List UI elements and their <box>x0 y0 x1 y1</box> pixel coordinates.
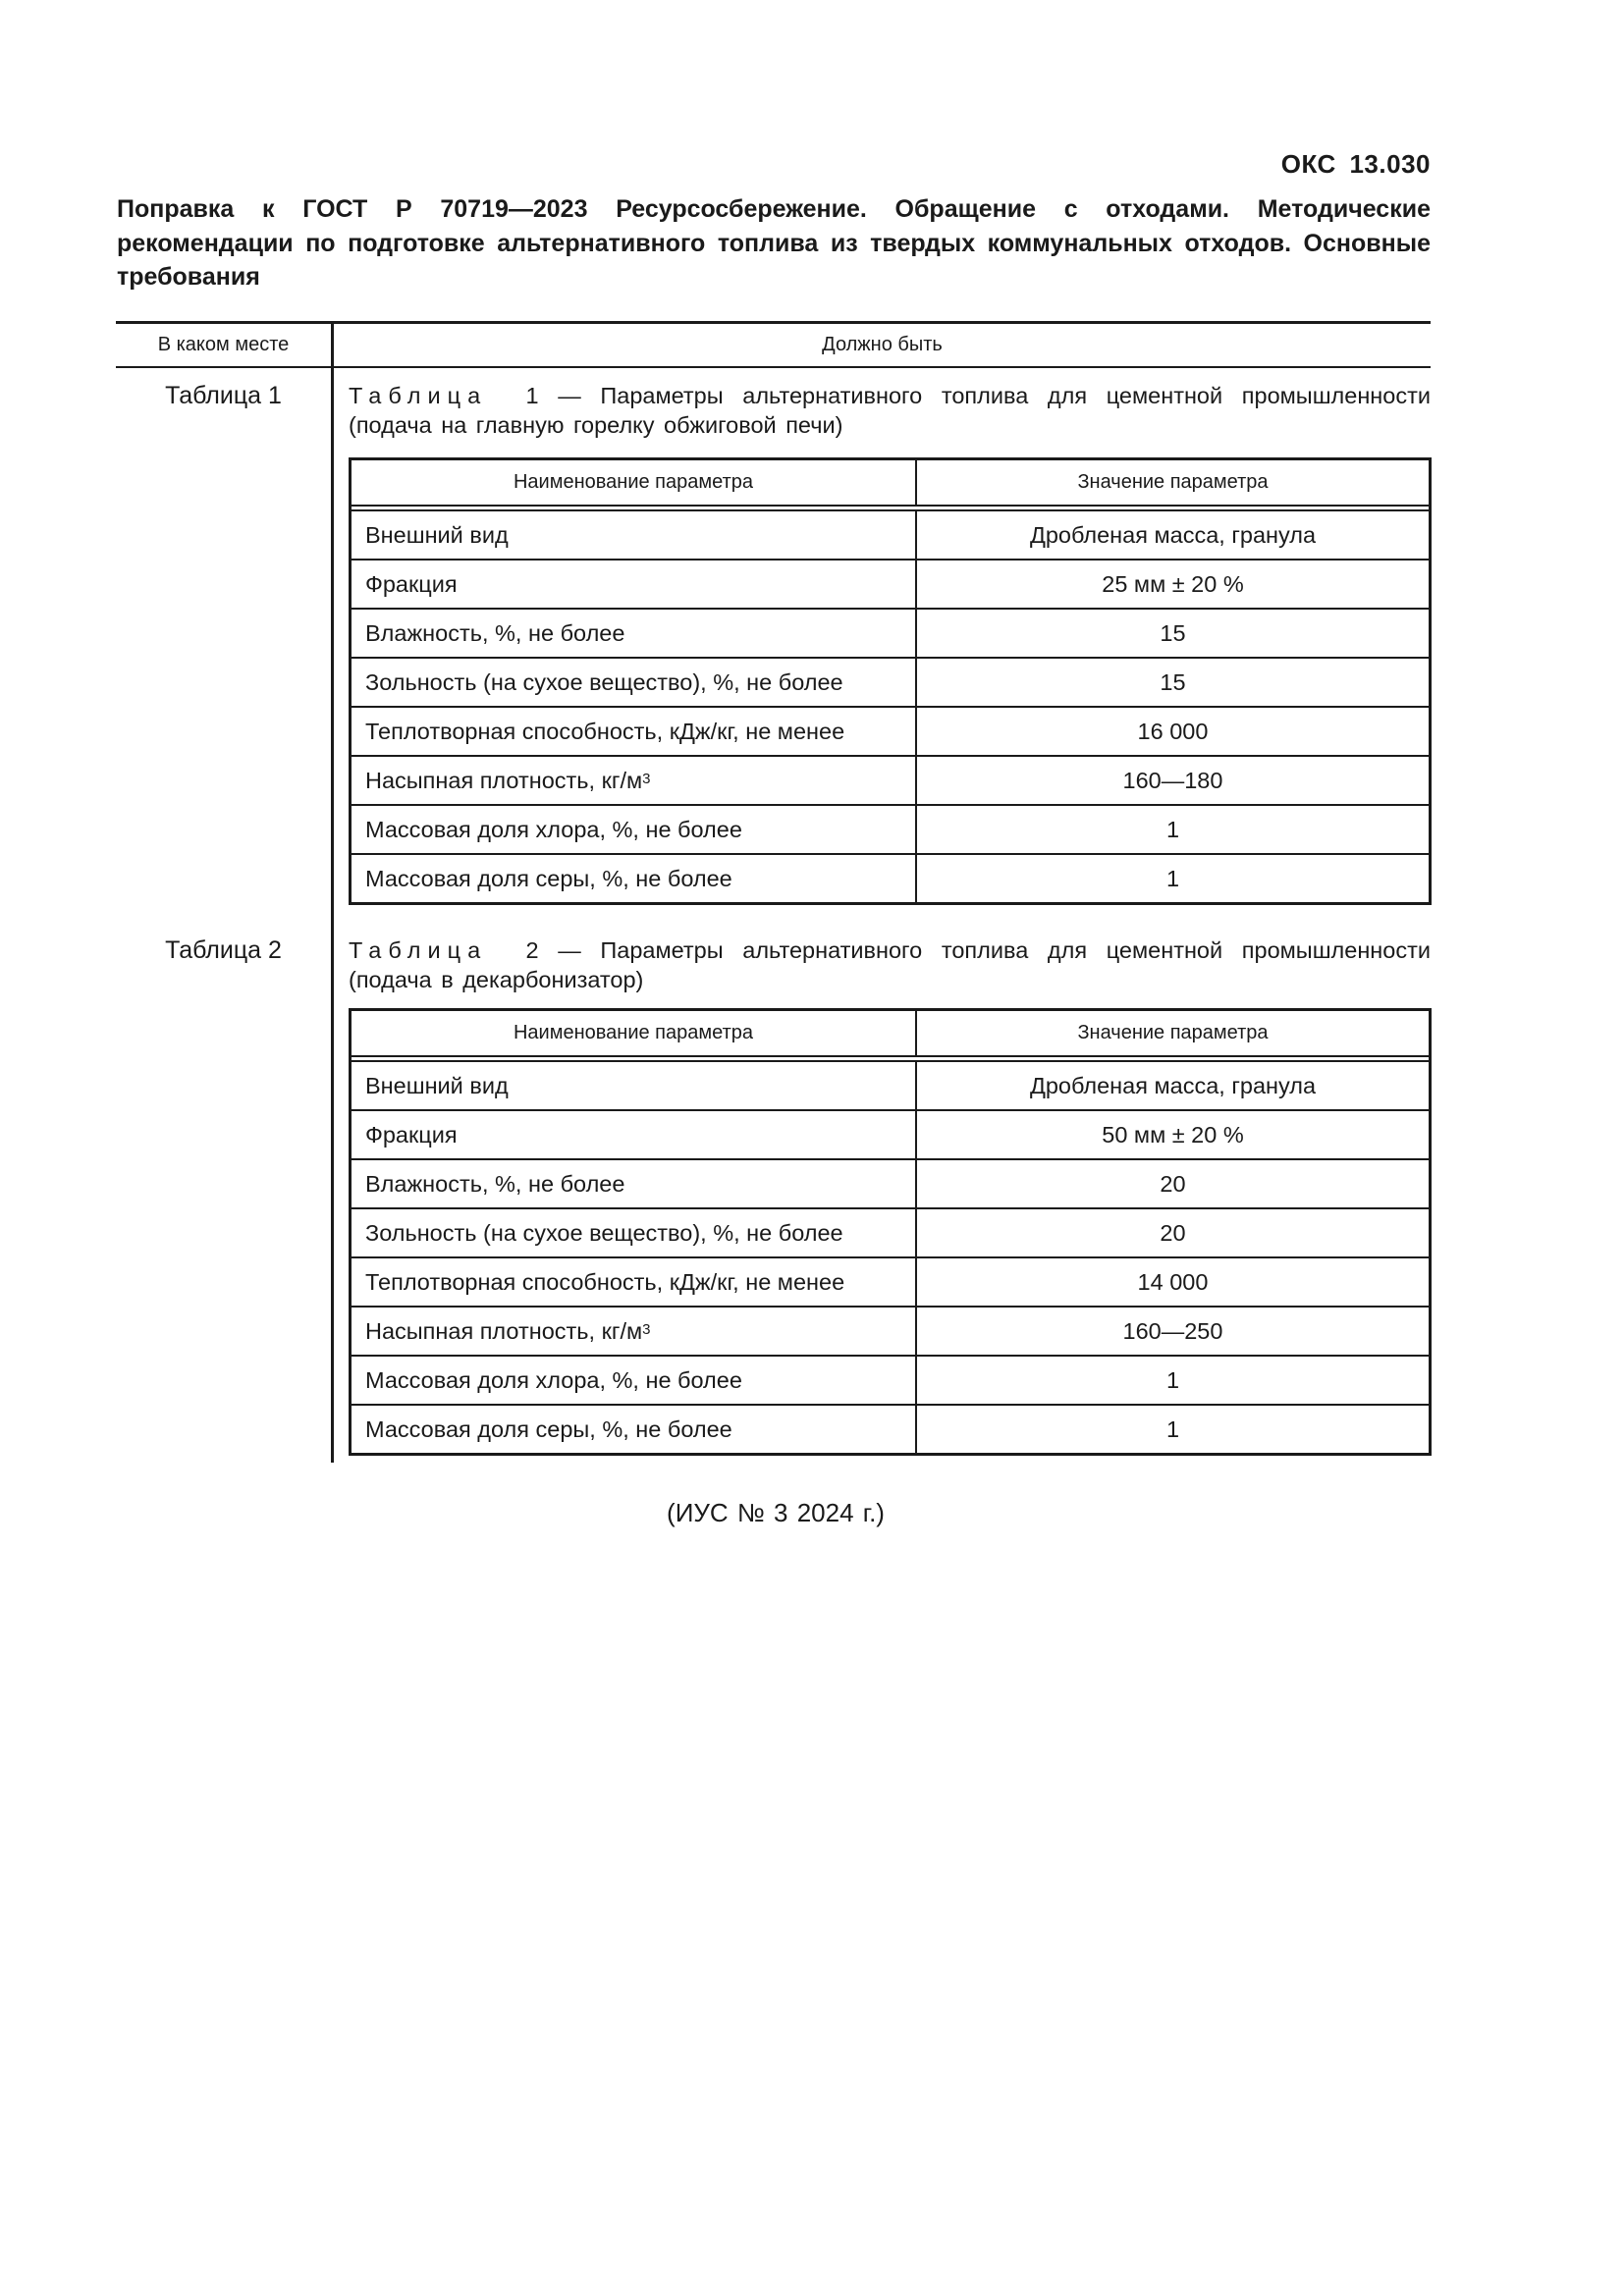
table-row <box>352 559 1429 608</box>
place-label-table-1: Таблица 1 <box>165 382 282 409</box>
parameter-value: 25 мм ± 20 % <box>1102 570 1244 597</box>
parameters-table-1 <box>349 457 1432 905</box>
column-header-parameter-value: Значение параметра <box>1077 1022 1269 1043</box>
parameter-name: Внешний вид <box>352 511 917 559</box>
parameter-value: 50 мм ± 20 % <box>1102 1121 1244 1148</box>
table-row <box>352 853 1429 902</box>
parameter-name: Фракция <box>352 561 917 608</box>
caption-text: — Параметры альтернативного топлива для цементной промышленности (подача на главную горелку обжиговой печи) <box>349 383 1431 438</box>
column-header-should-be: Должно быть <box>822 334 943 355</box>
column-header-parameter-value: Значение параметра <box>1077 471 1269 493</box>
parameter-name: Внешний вид <box>352 1062 917 1109</box>
parameter-name <box>352 757 917 804</box>
parameter-name: Массовая доля хлора, %, не более <box>352 1357 917 1404</box>
table-row <box>352 1062 1429 1109</box>
parameter-name <box>352 1308 917 1355</box>
parameter-name: Теплотворная способность, кДж/кг, не менее <box>352 708 917 755</box>
parameter-name: Массовая доля серы, %, не более <box>352 855 917 902</box>
parameter-value: 16 000 <box>1137 718 1209 744</box>
table-row <box>352 1355 1429 1404</box>
classification-code: ОКС 13.030 <box>1280 149 1431 179</box>
column-header-parameter-name: Наименование параметра <box>352 1011 917 1055</box>
table-row <box>352 657 1429 706</box>
parameter-value: 15 <box>1160 668 1186 695</box>
parameter-value: Дробленая масса, гранула <box>1029 521 1317 548</box>
parameter-value: 1 <box>1165 1366 1180 1393</box>
table-row <box>352 511 1429 559</box>
table-row <box>352 1256 1429 1306</box>
parameter-name: Массовая доля серы, %, не более <box>352 1406 917 1453</box>
parameter-value: 160—250 <box>1122 1317 1223 1344</box>
parameter-value: 1 <box>1165 865 1180 891</box>
parameter-name: Массовая доля хлора, %, не более <box>352 806 917 853</box>
column-header-place: В каком месте <box>157 334 290 355</box>
parameter-name: Влажность, %, не более <box>352 1160 917 1207</box>
caption-text: — Параметры альтернативного топлива для цементной промышленности (подача в декарбонизатор) <box>349 937 1431 992</box>
column-header-parameter-name: Наименование параметра <box>352 460 917 505</box>
parameter-name: Зольность (на сухое вещество), %, не более <box>352 1209 917 1256</box>
table-row <box>352 1306 1429 1355</box>
parameter-name: Фракция <box>352 1111 917 1158</box>
table-1-caption <box>349 381 1431 440</box>
parameter-name: Влажность, %, не более <box>352 610 917 657</box>
column-divider <box>331 321 334 1463</box>
table-2-caption <box>349 935 1431 994</box>
table-row <box>352 608 1429 657</box>
caption-number: 2 <box>525 937 539 963</box>
parameter-name: Теплотворная способность, кДж/кг, не менее <box>352 1258 917 1306</box>
caption-prefix: Таблица <box>349 383 488 408</box>
publication-reference: (ИУС № 3 2024 г.) <box>667 1498 885 1527</box>
table-header-row <box>352 460 1429 507</box>
unit-superscript: 3 <box>642 770 651 787</box>
parameter-value: 20 <box>1160 1219 1186 1246</box>
table-row <box>352 804 1429 853</box>
table-row <box>352 706 1429 755</box>
parameter-name-text: Насыпная плотность, кг/м <box>365 767 643 793</box>
parameters-table-2 <box>349 1008 1432 1456</box>
table-row <box>352 1158 1429 1207</box>
parameter-value: 160—180 <box>1122 767 1223 793</box>
parameter-value: 14 000 <box>1137 1268 1209 1295</box>
table-row <box>352 1404 1429 1453</box>
parameter-value: Дробленая масса, гранула <box>1029 1072 1317 1098</box>
table-row <box>352 1109 1429 1158</box>
table-row <box>352 755 1429 804</box>
document-title: Поправка к ГОСТ Р 70719—2023 Ресурсосбережение. Обращение с отходами. Методические рекомендации по подготовке альтернативного топлива из твердых коммунальных отходов. Основные требования <box>117 195 1431 291</box>
parameter-name: Зольность (на сухое вещество), %, не более <box>352 659 917 706</box>
parameter-name-text: Насыпная плотность, кг/м <box>365 1317 643 1344</box>
table-header-row <box>352 1011 1429 1057</box>
parameter-value: 15 <box>1160 619 1186 646</box>
parameter-value: 1 <box>1165 816 1180 842</box>
place-label-table-2: Таблица 2 <box>165 936 282 964</box>
header-rule <box>116 366 1431 368</box>
table-row <box>352 1207 1429 1256</box>
caption-number: 1 <box>525 383 539 408</box>
unit-superscript: 3 <box>642 1320 651 1338</box>
parameter-value: 1 <box>1165 1415 1180 1442</box>
caption-prefix: Таблица <box>349 937 488 963</box>
parameter-value: 20 <box>1160 1170 1186 1197</box>
